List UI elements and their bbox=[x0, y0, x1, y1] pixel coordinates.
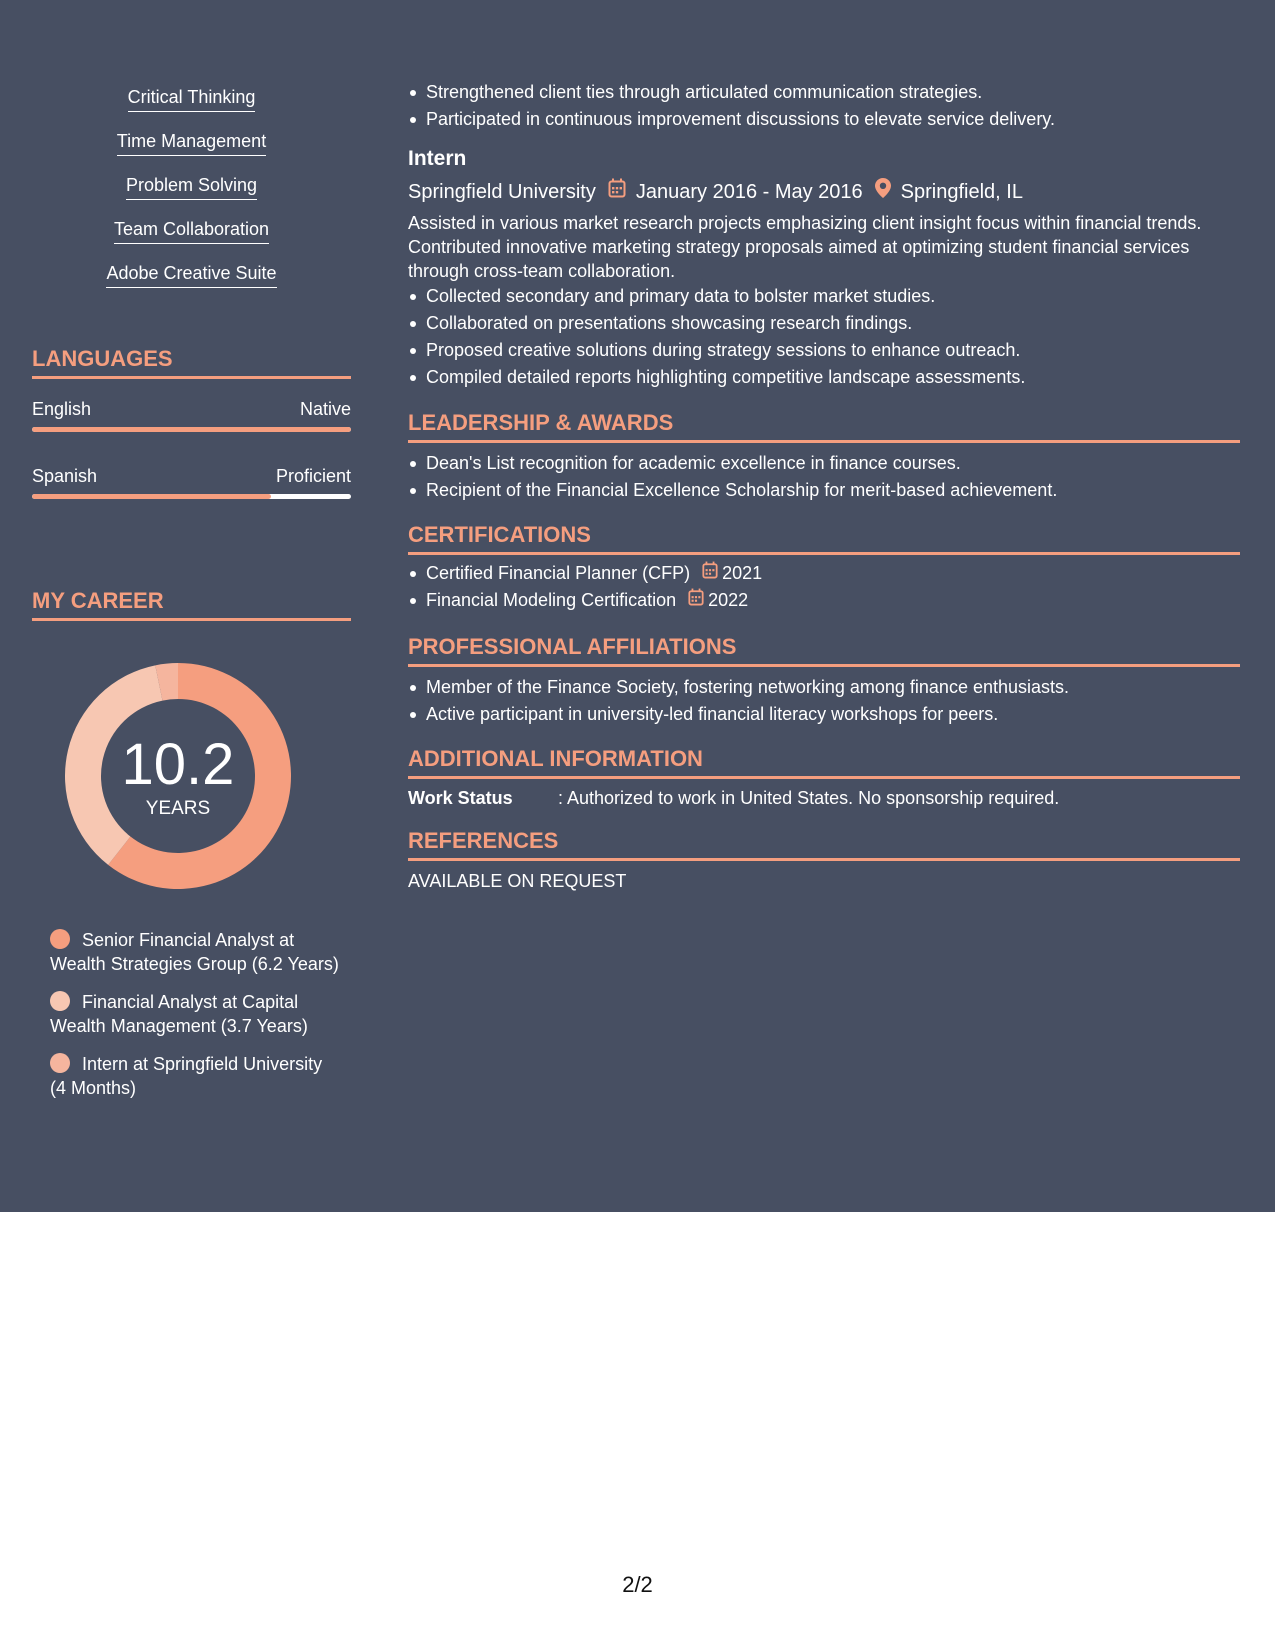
intern-entry bbox=[408, 146, 1240, 391]
skill-item: Team Collaboration bbox=[114, 218, 269, 244]
legend-item bbox=[50, 928, 340, 976]
work-status-row bbox=[408, 787, 1240, 809]
calendar-icon bbox=[702, 560, 718, 587]
language-bar bbox=[32, 494, 351, 499]
references-text: AVAILABLE ON REQUEST bbox=[408, 871, 627, 891]
bullet-item: Collected secondary and primary data to bolster market studies. bbox=[426, 283, 1240, 310]
job-dates: January 2016 - May 2016 bbox=[635, 180, 863, 203]
skill-item: Time Management bbox=[117, 130, 266, 156]
language-name: Spanish bbox=[32, 466, 98, 486]
experience-continued bbox=[408, 79, 1240, 133]
language-row bbox=[32, 399, 351, 419]
certifications-title: CERTIFICATIONS bbox=[408, 522, 1240, 555]
additional-title: ADDITIONAL INFORMATION bbox=[408, 746, 1240, 779]
career-donut-chart bbox=[65, 663, 291, 889]
references-section bbox=[408, 828, 1240, 892]
bullet-item: Member of the Finance Society, fostering networking among finance enthusiasts. bbox=[426, 674, 1240, 701]
legend-item bbox=[50, 990, 340, 1038]
legend-item bbox=[50, 1052, 340, 1100]
bullet-item: Active participant in university-led financial literacy workshops for peers. bbox=[426, 701, 1240, 728]
cert-item bbox=[426, 587, 1240, 614]
bullet-item: Recipient of the Financial Excellence Scholarship for merit-based achievement. bbox=[426, 477, 1240, 504]
skill-item: Adobe Creative Suite bbox=[106, 262, 276, 288]
language-level: Native bbox=[299, 399, 351, 419]
company-name: Springfield University bbox=[408, 180, 596, 203]
work-status-label: Work Status bbox=[408, 788, 513, 808]
affiliations-section bbox=[408, 634, 1240, 728]
legend-dot bbox=[50, 1053, 70, 1073]
references-title: REFERENCES bbox=[408, 828, 1240, 861]
bullet-item: Compiled detailed reports highlighting competitive landscape assessments. bbox=[426, 364, 1240, 391]
calendar-icon bbox=[688, 587, 704, 614]
language-name: English bbox=[32, 399, 92, 419]
work-status-value: : Authorized to work in United States. No sponsorship required. bbox=[558, 788, 1060, 808]
language-bar-fill bbox=[32, 427, 351, 432]
cert-year: 2021 bbox=[722, 563, 763, 583]
legend-dot bbox=[50, 929, 70, 949]
additional-section bbox=[408, 746, 1240, 809]
skills-list bbox=[32, 86, 351, 306]
skill-item: Critical Thinking bbox=[128, 86, 256, 112]
languages-title: LANGUAGES bbox=[32, 346, 351, 379]
job-location: Springfield, IL bbox=[900, 180, 1023, 203]
bullet-item: Strengthened client ties through articulated communication strategies. bbox=[426, 79, 1240, 106]
skill-item: Problem Solving bbox=[126, 174, 257, 200]
page-number: 2/2 bbox=[622, 1572, 653, 1597]
leadership-section bbox=[408, 410, 1240, 504]
affiliations-title: PROFESSIONAL AFFILIATIONS bbox=[408, 634, 1240, 667]
bullet-item: Participated in continuous improvement discussions to elevate service delivery. bbox=[426, 106, 1240, 133]
job-bullets bbox=[408, 283, 1240, 391]
certifications-list bbox=[408, 560, 1240, 614]
legend-label: Financial Analyst at Capital Wealth Management (3.7 Years) bbox=[50, 992, 308, 1036]
language-level: Proficient bbox=[275, 466, 351, 486]
leadership-title: LEADERSHIP & AWARDS bbox=[408, 410, 1240, 443]
job-meta bbox=[408, 178, 1240, 205]
legend-label: Senior Financial Analyst at Wealth Strategies Group (6.2 Years) bbox=[50, 930, 339, 974]
career-unit: YEARS bbox=[145, 798, 211, 819]
legend-dot bbox=[50, 991, 70, 1011]
certifications-section bbox=[408, 522, 1240, 614]
bullet-item: Dean's List recognition for academic excellence in finance courses. bbox=[426, 450, 1240, 477]
language-bar bbox=[32, 427, 351, 432]
language-bar-fill bbox=[32, 494, 271, 499]
language-row bbox=[32, 466, 351, 486]
cert-item bbox=[426, 560, 1240, 587]
affiliations-list bbox=[408, 674, 1240, 728]
calendar-icon bbox=[608, 178, 626, 205]
prev-job-bullets bbox=[408, 79, 1240, 133]
leadership-list bbox=[408, 450, 1240, 504]
languages-section bbox=[32, 346, 351, 499]
cert-name: Certified Financial Planner (CFP) bbox=[426, 563, 691, 583]
career-legend bbox=[50, 928, 340, 1114]
location-pin-icon bbox=[875, 178, 891, 205]
bullet-item: Collaborated on presentations showcasing research findings. bbox=[426, 310, 1240, 337]
career-section bbox=[32, 588, 351, 819]
career-total: 10.2 bbox=[121, 732, 235, 797]
cert-year: 2022 bbox=[708, 590, 749, 610]
legend-label: Intern at Springfield University (4 Months) bbox=[50, 1054, 323, 1098]
career-title: MY CAREER bbox=[32, 588, 351, 621]
bullet-item: Proposed creative solutions during strategy sessions to enhance outreach. bbox=[426, 337, 1240, 364]
cert-name: Financial Modeling Certification bbox=[426, 590, 677, 610]
job-title: Intern bbox=[408, 147, 467, 170]
job-description: Assisted in various market research projects emphasizing client insight focus within financial trends. Contributed innovative marketing strategy proposals aimed at optimizing student financial services through cross-team collaboration. bbox=[408, 213, 1202, 281]
